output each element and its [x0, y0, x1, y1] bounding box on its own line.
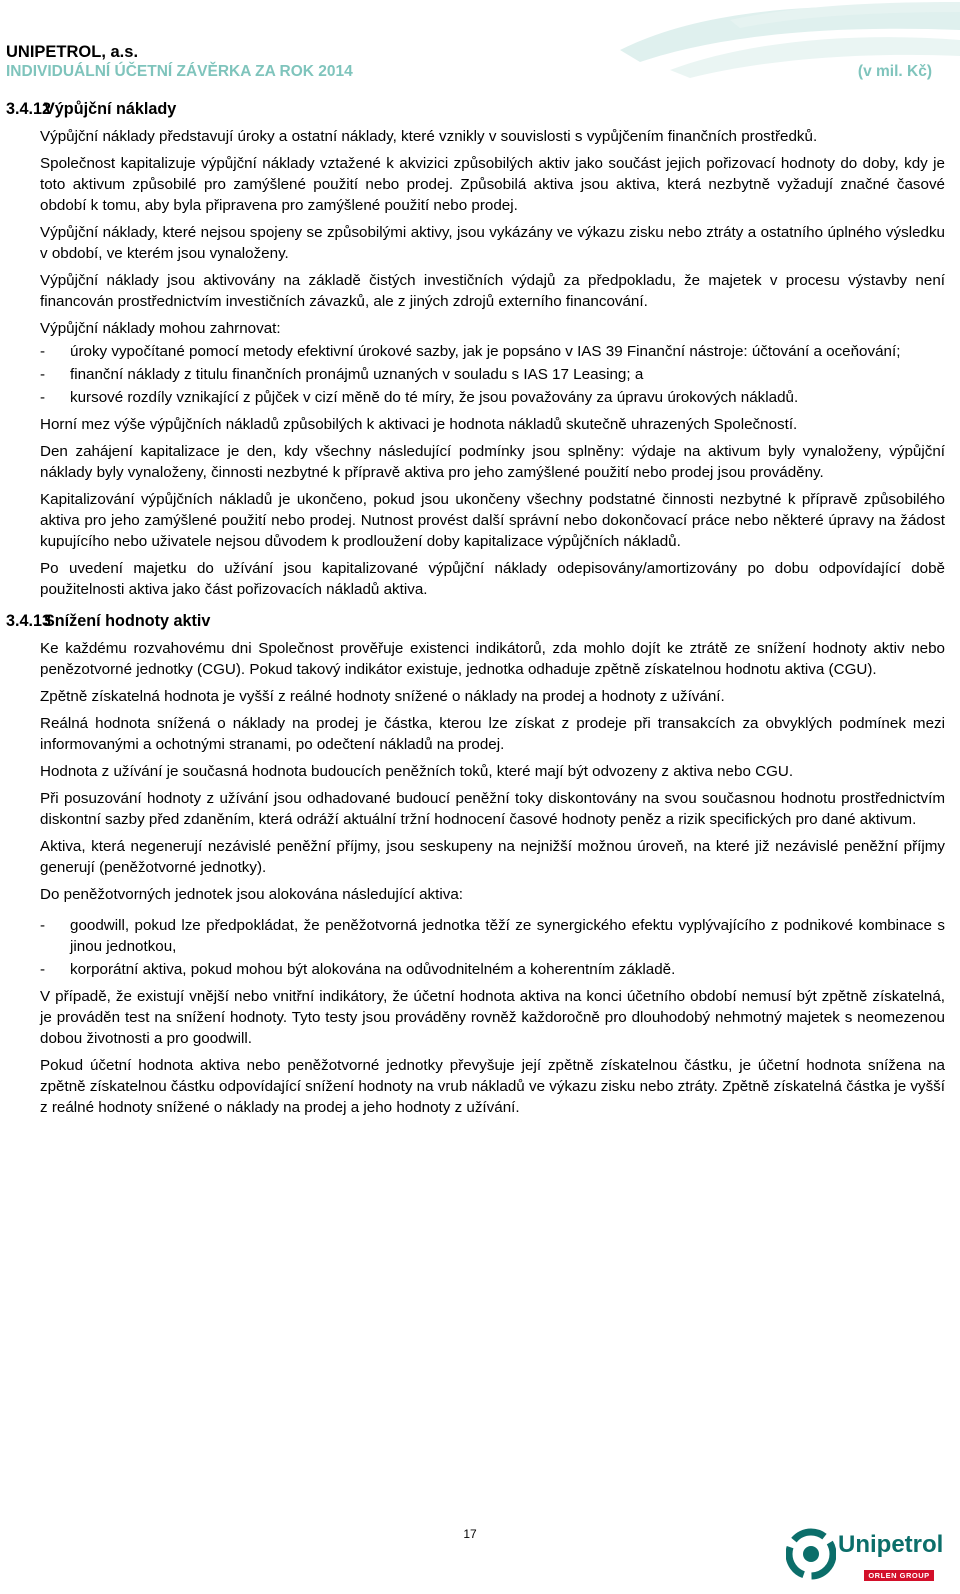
section-number: 3.4.13 [6, 612, 52, 630]
paragraph: Společnost kapitalizuje výpůjční náklady vztažené k akvizici způsobilých aktiv jako součást jejich pořizovací hodnoty do doby, kdy je toto aktivum způsobilé pro zamýšlené použití nebo prodej. Způsobilá aktiva jsou aktiva, která nezbytně vyžadují značné časové období k tomu, aby byla připravena pro zamýšlené použití nebo prodej. [40, 155, 945, 214]
document-body [0, 98, 960, 1124]
section-heading [0, 98, 960, 120]
paragraph: Výpůjční náklady mohou zahrnovat: [40, 320, 281, 337]
logo-wordmark: Unipetrol [838, 1531, 944, 1558]
paragraph: Výpůjční náklady jsou aktivovány na základě čistých investičních výdajů za předpokladu, že majetek v procesu výstavby není financován prostřednictvím investičních závazků, ale z jiných zdrojů externího financování. [40, 272, 945, 310]
list-item: - kursové rozdíly vznikající z půjček v cizí měně do té míry, že jsou považovány za úpravu úrokových nákladů. [40, 389, 799, 406]
currency-unit: (v mil. Kč) [857, 63, 932, 80]
paragraph: V případě, že existují vnější nebo vnitřní indikátory, že účetní hodnota aktiva na konci účetního období nemusí být zpětně získatelná, je prováděn test na snížení hodnoty. Tyto testy jsou prováděny rovněž každoročně pro dlouhodobý nehmotný majetek s neomezenou dobou životnosti a pro goodwill. [40, 988, 945, 1047]
paragraph: Hodnota z užívání je současná hodnota budoucích peněžních toků, které mají být odvozeny z aktiva nebo CGU. [40, 763, 794, 780]
paragraph: Při posuzování hodnoty z užívání jsou odhadované budoucí peněžní toky diskontovány na svou současnou hodnotu prostřednictvím diskontní sazby před zdaněním, která odráží aktuální tržní hodnocení časové hodnoty peněz a rizik specifických pro dané aktivum. [40, 790, 945, 828]
list-item: - goodwill, pokud lze předpokládat, že peněžotvorná jednotka těží ze synergického efektu vyplývajícího z podnikové kombinace s jinou jednotkou, [40, 917, 945, 955]
page-number: 17 [463, 1527, 477, 1541]
paragraph: Výpůjční náklady, které nejsou spojeny se způsobilými aktivy, jsou vykázány ve výkazu zisku nebo ztráty a ostatního úplného výsledku v období, ve kterém jsou vynaloženy. [40, 224, 945, 262]
paragraph: Do peněžotvorných jednotek jsou alokována následující aktiva: [40, 886, 463, 903]
list-item: - úroky vypočítané pomocí metody efektivní úrokové sazby, jak je popsáno v IAS 39 Finanční nástroje: účtování a oceňování; [40, 343, 901, 360]
paragraph: Po uvedení majetku do užívání jsou kapitalizované výpůjční náklady odepisovány/amortizovány po dobu odpovídající době použitelnosti aktiva jako část pořizovacích nákladů aktiva. [40, 560, 945, 598]
paragraph: Zpětně získatelná hodnota je vyšší z reálné hodnoty snížené o náklady na prodej a hodnoty z užívání. [40, 688, 725, 705]
orlen-group-badge: ORLEN GROUP [864, 1570, 934, 1581]
paragraph: Aktiva, která negenerují nezávislé peněžní příjmy, jsou seskupeny na nejnižší možnou úroveň, na které již nezávislé peněžní příjmy generují (peněžotvorné jednotky). [40, 838, 945, 876]
section-heading [0, 610, 960, 632]
list-item: - korporátní aktiva, pokud mohou být alokována na odůvodnitelném a koherentním základě. [40, 961, 676, 978]
report-title: INDIVIDUÁLNÍ ÚČETNÍ ZÁVĚRKA ZA ROK 2014 [6, 63, 353, 80]
company-name: UNIPETROL, a.s. [6, 43, 139, 61]
paragraph: Kapitalizování výpůjčních nákladů je ukončeno, pokud jsou ukončeny všechny podstatné činnosti nezbytné k přípravě způsobilého aktiva pro jeho zamýšlené použití nebo prodej. Nutnost provést další správní nebo dokončovací práce nebo některé úpravy na žádost kupujícího nebo uživatele nejsou důvodem k prodloužení doby kapitalizace výpůjčních nákladů. [40, 491, 945, 550]
unipetrol-logo [786, 1524, 946, 1588]
paragraph: Reálná hodnota snížená o náklady na prodej je částka, kterou lze získat z prodeje při transakcích za obvyklých podmínek mezi informovanými a ochotnými stranami, po odečtení nákladů na prodej. [40, 715, 945, 753]
paragraph: Horní mez výše výpůjčních nákladů způsobilých k aktivaci je hodnota nákladů skutečně uhrazených Společností. [40, 416, 798, 433]
paragraph: Výpůjční náklady představují úroky a ostatní náklady, které vznikly v souvislosti s vypůjčením finančních prostředků. [40, 128, 818, 145]
paragraph: Den zahájení kapitalizace je den, kdy všechny následující podmínky jsou splněny: výdaje na aktivum byly vynaloženy, výpůjční náklady byly vynaloženy, činnosti nezbytné k přípravě aktiva pro jeho zamýšlené použití nebo prodej jsou prováděny. [40, 443, 945, 481]
list-item: - finanční náklady z titulu finančních pronájmů uznaných v souladu s IAS 17 Leasing; a [40, 366, 644, 383]
logo-mark-icon [786, 1524, 836, 1584]
section-title: Snížení hodnoty aktiv [44, 612, 211, 630]
paragraph: Pokud účetní hodnota aktiva nebo peněžotvorné jednotky převyšuje její zpětně získatelnou částku, je účetní hodnota snížena na zpětně získatelnou částku odpovídající snížení hodnoty na vrub nákladů ve výkazu zisku nebo ztráty. Zpětně získatelná částka je vyšší z reálné hodnoty snížené o náklady na prodej a jeho hodnoty z užívání. [40, 1057, 945, 1116]
section-title: Výpůjční náklady [44, 100, 177, 118]
paragraph: Ke každému rozvahovému dni Společnost prověřuje existenci indikátorů, zda mohlo dojít ke ztrátě ze snížení hodnoty aktiv nebo penězotvorné jednotky (CGU). Pokud takový indikátor existuje, jednotka odhaduje zpětně získatelnou hodnotu aktiva (CGU). [40, 640, 945, 678]
section-number: 3.4.12 [6, 100, 52, 118]
